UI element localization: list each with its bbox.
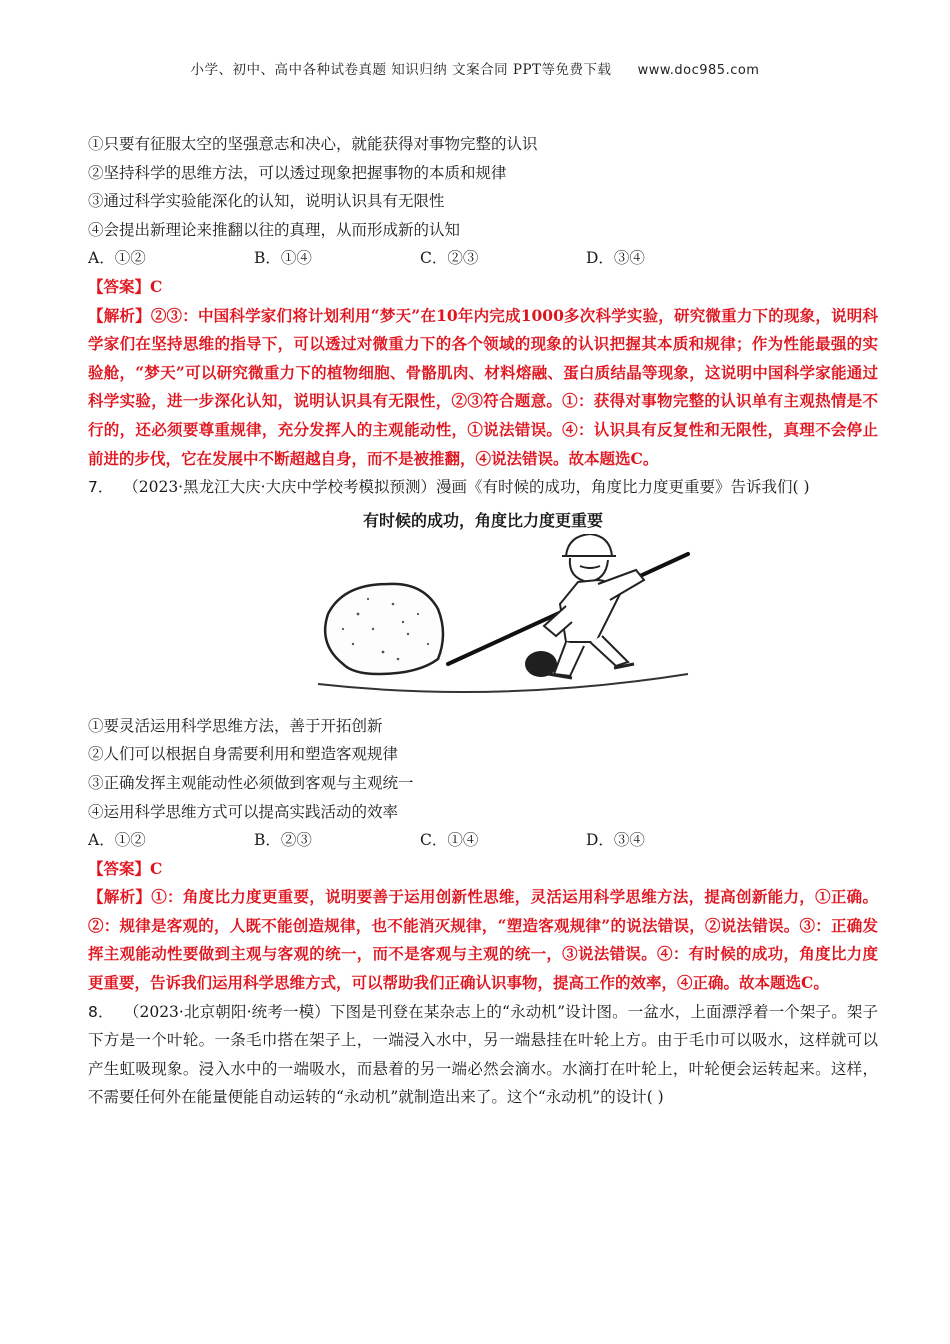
q6-choice-b: B．①④ xyxy=(254,249,312,268)
q7-choice-b: B．②③ xyxy=(254,831,312,850)
q6-choices xyxy=(88,244,878,273)
q6-analysis-label: 【解析】 xyxy=(88,305,151,325)
q7-option-3: ③正确发挥主观能动性必须做到客观与主观统一 xyxy=(88,773,414,792)
q7-answer xyxy=(88,855,878,884)
worker-figure-icon xyxy=(544,534,644,678)
cartoon-illustration xyxy=(298,534,698,704)
q7-options xyxy=(88,712,878,826)
q6-option-2: ②坚持科学的思维方法，可以透过现象把握事物的本质和规律 xyxy=(88,163,507,182)
q7-choice-a: A．①② xyxy=(88,831,146,850)
q7-cartoon xyxy=(88,508,878,708)
page-header xyxy=(0,58,950,78)
q8-stem xyxy=(88,998,878,1112)
q7-answer-label: 【答案】 xyxy=(88,858,151,878)
q6-answer-label: 【答案】 xyxy=(88,276,151,296)
ground-line xyxy=(318,674,688,692)
q7-choices xyxy=(88,826,878,855)
fulcrum-stone-icon xyxy=(525,651,557,677)
q7-option-4: ④运用科学思维方式可以提高实践活动的效率 xyxy=(88,802,399,821)
q6-analysis xyxy=(88,302,878,474)
q7-option-2: ②人们可以根据自身需要利用和塑造客观规律 xyxy=(88,745,399,764)
q7-stem xyxy=(88,473,878,502)
q7-choice-c: C．①④ xyxy=(420,831,479,850)
q8-number: 8． xyxy=(88,1002,114,1021)
q6-option-3: ③通过科学实验能深化的认知，说明认识具有无限性 xyxy=(88,192,445,211)
q6-option-1: ①只要有征服太空的坚强意志和决心，就能获得对事物完整的认识 xyxy=(88,135,538,153)
q7-number: 7． xyxy=(88,478,114,497)
q7-analysis-label: 【解析】 xyxy=(88,887,152,907)
q6-choice-d: D．③④ xyxy=(586,249,645,268)
q7-analysis xyxy=(88,883,878,997)
q6-choice-a: A．①② xyxy=(88,249,146,268)
q6-answer-value: C xyxy=(150,276,163,296)
q6-options xyxy=(88,130,878,244)
q7-stem-text: （2023·黑龙江大庆·大庆中学校考模拟预测）漫画《有时候的成功，角度比力度更重要》告诉我们( ) xyxy=(123,478,810,497)
q6-choice-c: C．②③ xyxy=(420,249,479,268)
q6-analysis-text: ②③：中国科学家们将计划利用“梦天”在10年内完成1000多次科学实验，研究微重力下的现象，说明科学家们在坚持思维的指导下，可以透过对微重力下的各个领域的现象的认识把握其本质和规律；作为性能最强的实验舱，“梦天”可以研究微重力下的植物细胞、骨骼肌肉、材料熔融、蛋白质结晶等现象，这说明中国科学家能通过科学实验，进一步深化认知，说明认识具有无限性，②③符合题意。①：获得对事物完整的认识单有主观热情是不行的，还必须要尊重规律，充分发挥人的主观能动性，①说法错误。④：认识具有反复性和无限性，真理不会停止前进的步伐，它在发展中不断超越自身，而不是被推翻，④说法错误。故本题选C。 xyxy=(88,305,878,468)
q8-stem-text: （2023·北京朝阳·统考一模）下图是刊登在某杂志上的“永动机”设计图。一盆水，上面漂浮着一个架子。架子下方是一个叶轮。一条毛巾搭在架子上，一端浸入水中，另一端悬挂在叶轮上方。由于毛巾可以吸水，这样就可以产生虹吸现象。浸入水中的一端吸水，而悬着的另一端必然会滴水。水滴打在叶轮上，叶轮便会运转起来。这样，不需要任何外在能量便能自动运转的“永动机”就制造出来了。这个“永动机”的设计( ) xyxy=(88,1002,878,1107)
q6-answer xyxy=(88,273,878,302)
q7-answer-value: C xyxy=(150,858,163,878)
cartoon-title: 有时候的成功，角度比力度更重要 xyxy=(362,510,603,530)
header-text: 小学、初中、高中各种试卷真题 知识归纳 文案合同 PPT等免费下载 xyxy=(190,62,612,78)
q7-analysis-text: ①：角度比力度更重要，说明要善于运用创新性思维，灵活运用科学思维方法，提高创新能力，①正确。②：规律是客观的，人既不能创造规律，也不能消灭规律，“塑造客观规律”的说法错误，②说法错误。③：正确发挥主观能动性要做到主观与客观的统一，而不是客观与主观的统一，③说法错误。④：有时候的成功，角度比力度更重要，告诉我们运用科学思维方式，可以帮助我们正确认识事物，提高工作的效率，④正确。故本题选C。 xyxy=(88,887,878,993)
document-body xyxy=(88,130,878,1112)
q6-option-4: ④会提出新理论来推翻以往的真理，从而形成新的认知 xyxy=(88,220,461,239)
q7-option-1: ①要灵活运用科学思维方法，善于开拓创新 xyxy=(88,716,383,735)
q7-choice-d: D．③④ xyxy=(586,831,645,850)
header-site-link[interactable]: www.doc985.com xyxy=(637,63,760,78)
